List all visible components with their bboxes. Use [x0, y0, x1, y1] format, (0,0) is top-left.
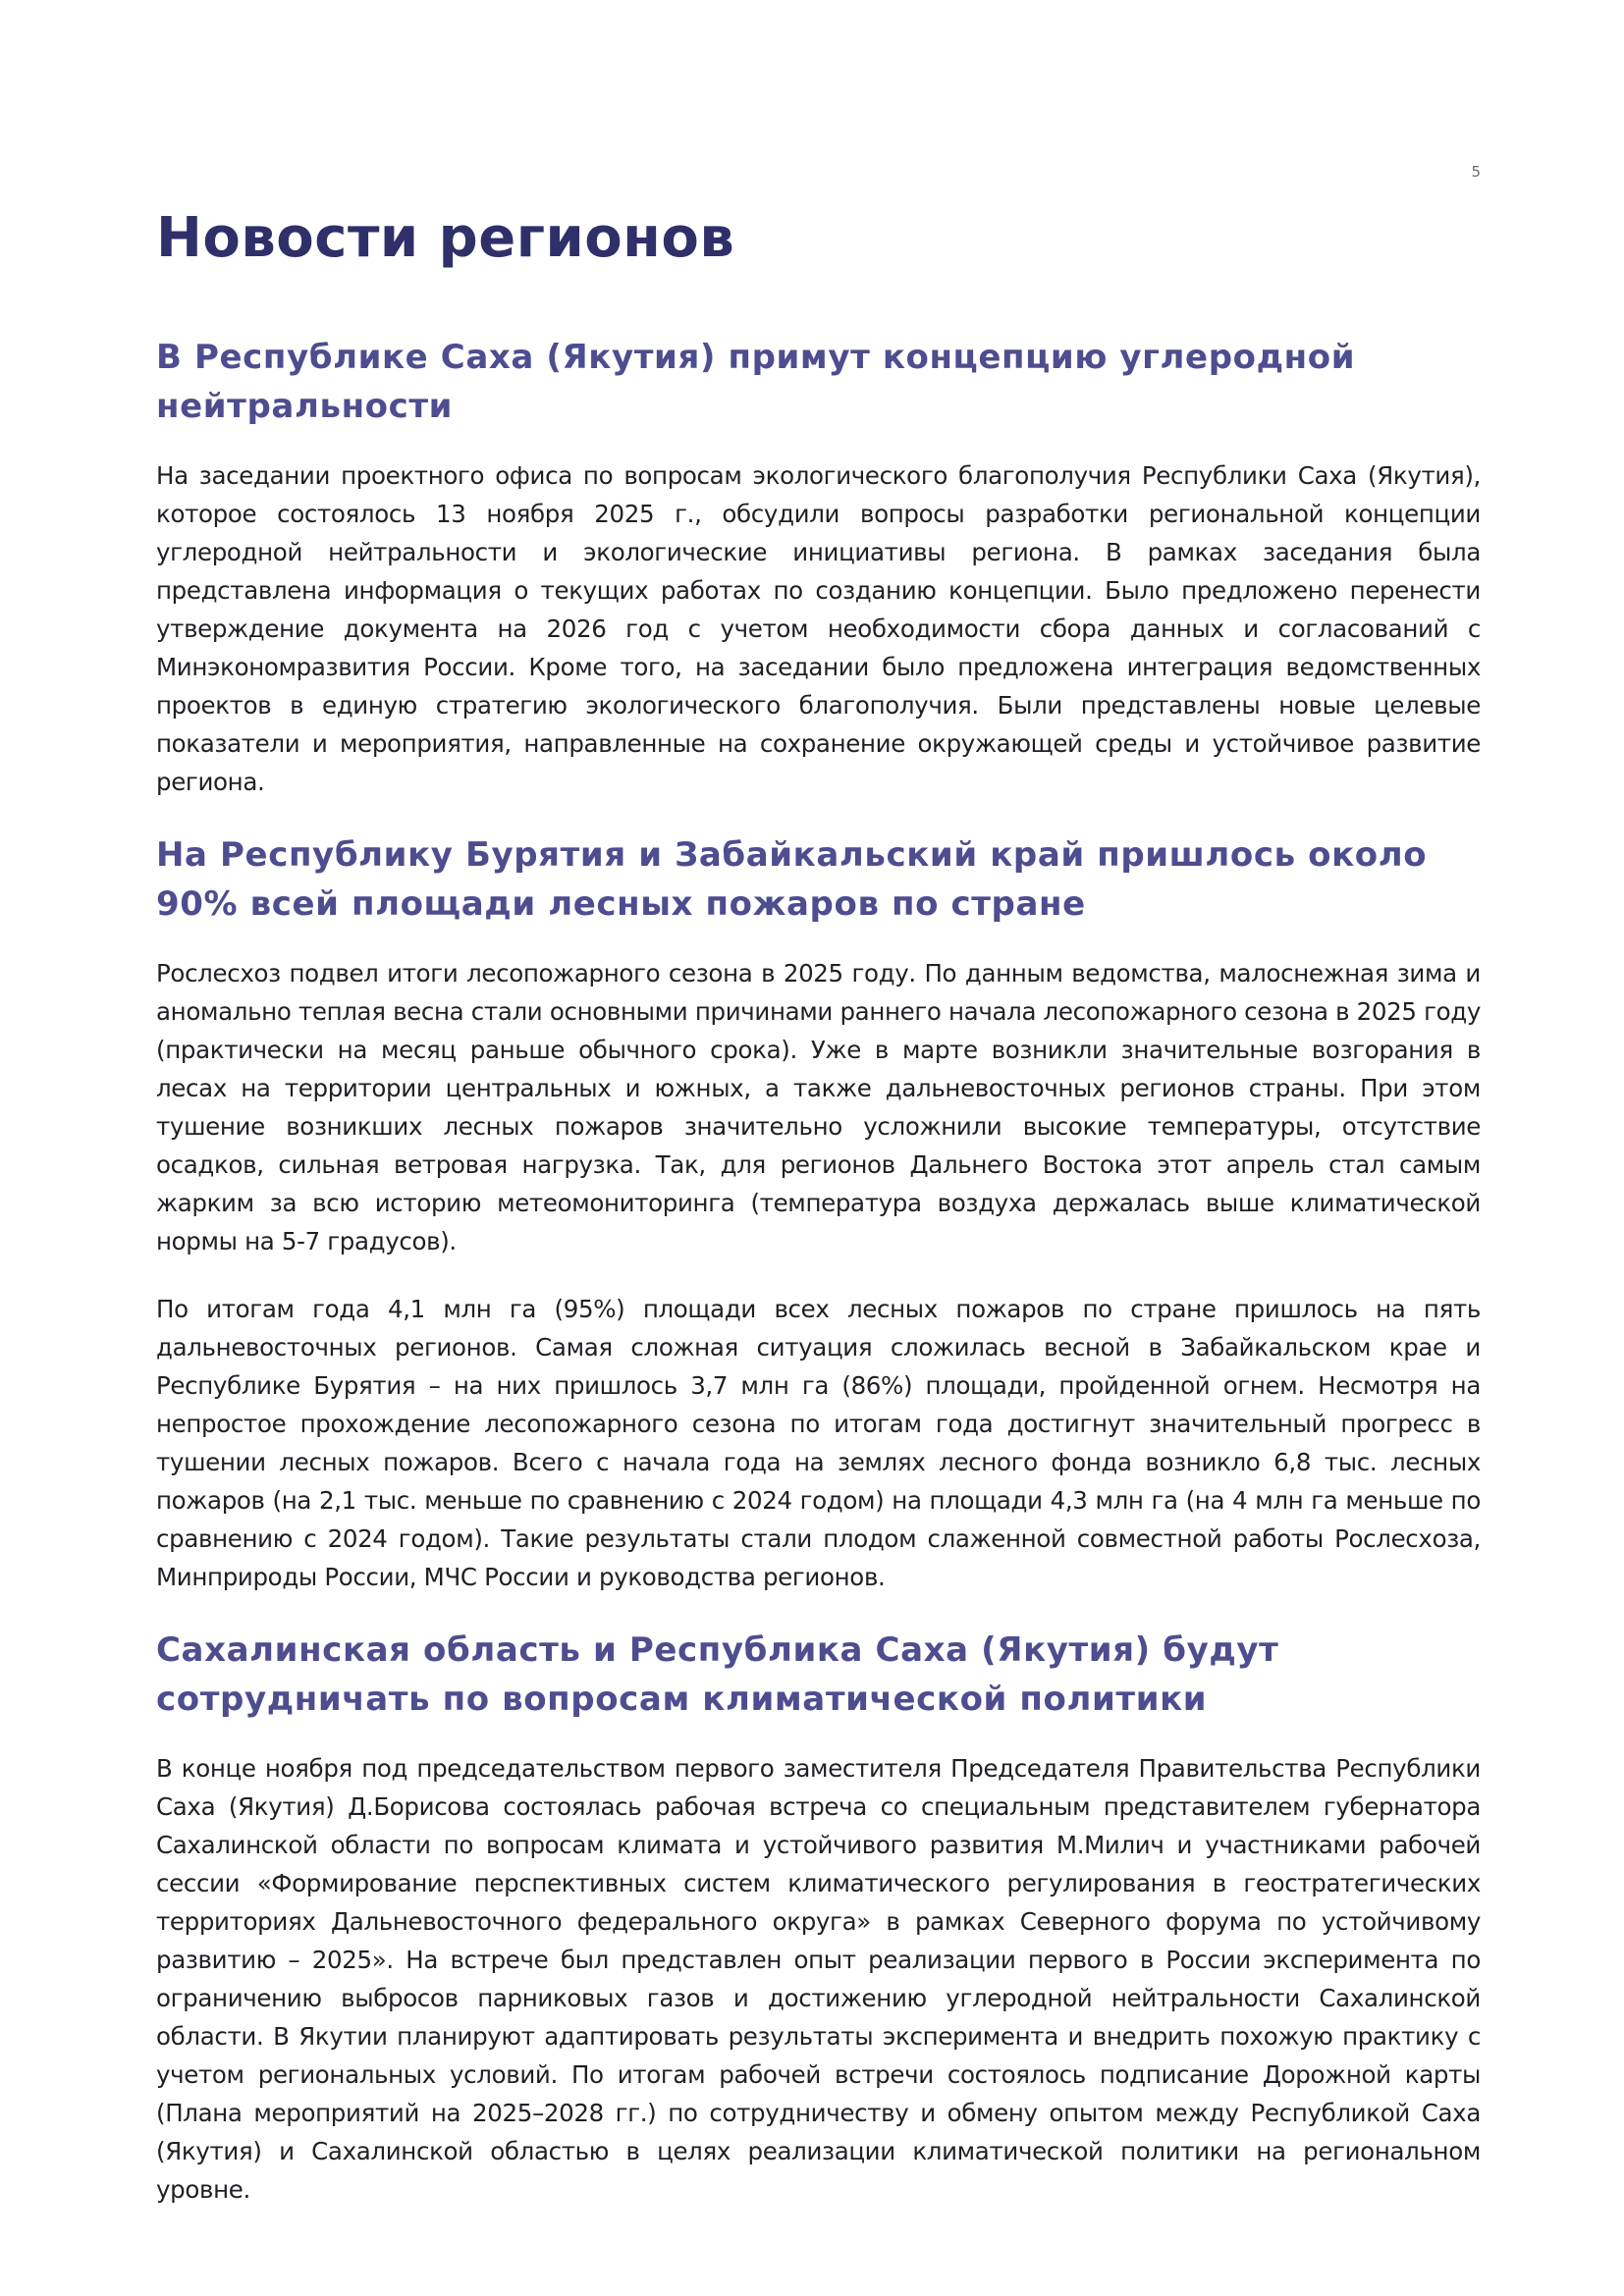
- article-paragraph: По итогам года 4,1 млн га (95%) площади всех лесных пожаров по стране пришлось на пять дальневосточных регионов. Самая сложная ситуация сложилась весной в Забайкальском крае и Республике Бурятия – на них пришлось 3,7 млн га (86%) площади, пройденной огнем. Несмотря на непростое прохождение лесопожарного сезона по итогам года достигнут значительный прогресс в тушении лесных пожаров. Всего с начала года на землях лесного фонда возникло 6,8 тыс. лесных пожаров (на 2,1 тыс. меньше по сравнению с 2024 годом) на площади 4,3 млн га (на 4 млн га меньше по сравнению с 2024 годом). Такие результаты стали плодом слаженной совместной работы Рослесхоза, Минприроды России, МЧС России и руководства регионов.: [156, 1295, 1481, 1591]
- article-paragraph: На заседании проектного офиса по вопросам экологического благополучия Республики Саха (Якутия), которое состоялось 13 ноября 2025 г., обсудили вопросы разработки региональной концепции углеродной нейтральности и экологические инициативы региона. В рамках заседания была представлена информация о текущих работах по созданию концепции. Было предложено перенести утверждение документа на 2026 год с учетом необходимости сбора данных и согласований с Минэкономразвития России. Кроме того, на заседании было предложена интеграция ведомственных проектов в единую стратегию экологического благополучия. Были представлены новые целевые показатели и мероприятия, направленные на сохранение окружающей среды и устойчивое развитие региона.: [156, 461, 1481, 796]
- page-content: [156, 201, 1481, 2238]
- article-paragraph: Рослесхоз подвел итоги лесопожарного сезона в 2025 году. По данным ведомства, малоснежная зима и аномально теплая весна стали основными причинами раннего начала лесопожарного сезона в 2025 году (практически на месяц раньше обычного срока). Уже в марте возникли значительные возгорания в лесах на территории центральных и южных, а также дальневосточных регионов страны. При этом тушение возникших лесных пожаров значительно усложнили высокие температуры, отсутствие осадков, сильная ветровая нагрузка. Так, для регионов Дальнего Востока этот апрель стал самым жарким за всю историю метеомониторинга (температура воздуха держалась выше климатической нормы на 5-7 градусов).: [156, 959, 1481, 1255]
- article-title: В Республике Саха (Якутия) примут концепцию углеродной нейтральности: [156, 338, 1356, 426]
- article-yakutia-carbon-neutrality: [156, 333, 1481, 801]
- page-title: Новости регионов: [156, 206, 735, 270]
- article-title: Сахалинская область и Республика Саха (Якутия) будут сотрудничать по вопросам климатической политики: [156, 1630, 1279, 1719]
- page-number: 5: [1471, 163, 1481, 181]
- article-sakhalin-yakutia-cooperation: [156, 1626, 1481, 2209]
- article-forest-fires: [156, 830, 1481, 1596]
- article-paragraph: В конце ноября под председательством первого заместителя Председателя Правительства Республики Саха (Якутия) Д.Борисова состоялась рабочая встреча со специальным представителем губернатора Сахалинской области по вопросам климата и устойчивого развития М.Милич и участниками рабочей сессии «Формирование перспективных систем климатического регулирования в геостратегических территориях Дальневосточного федерального округа» в рамках Северного форума по устойчивому развитию – 2025». На встрече был представлен опыт реализации первого в России эксперимента по ограничению выбросов парниковых газов и достижению углеродной нейтральности Сахалинской области. В Якутии планируют адаптировать результаты эксперимента и внедрить похожую практику с учетом региональных условий. По итогам рабочей встречи состоялось подписание Дорожной карты (Плана мероприятий на 2025–2028 гг.) по сотрудничеству и обмену опытом между Республикой Саха (Якутия) и Сахалинской областью в целях реализации климатической политики на региональном уровне.: [156, 1754, 1481, 2204]
- article-title: На Республику Бурятия и Забайкальский край пришлось около 90% всей площади лесных пожаров по стране: [156, 835, 1428, 924]
